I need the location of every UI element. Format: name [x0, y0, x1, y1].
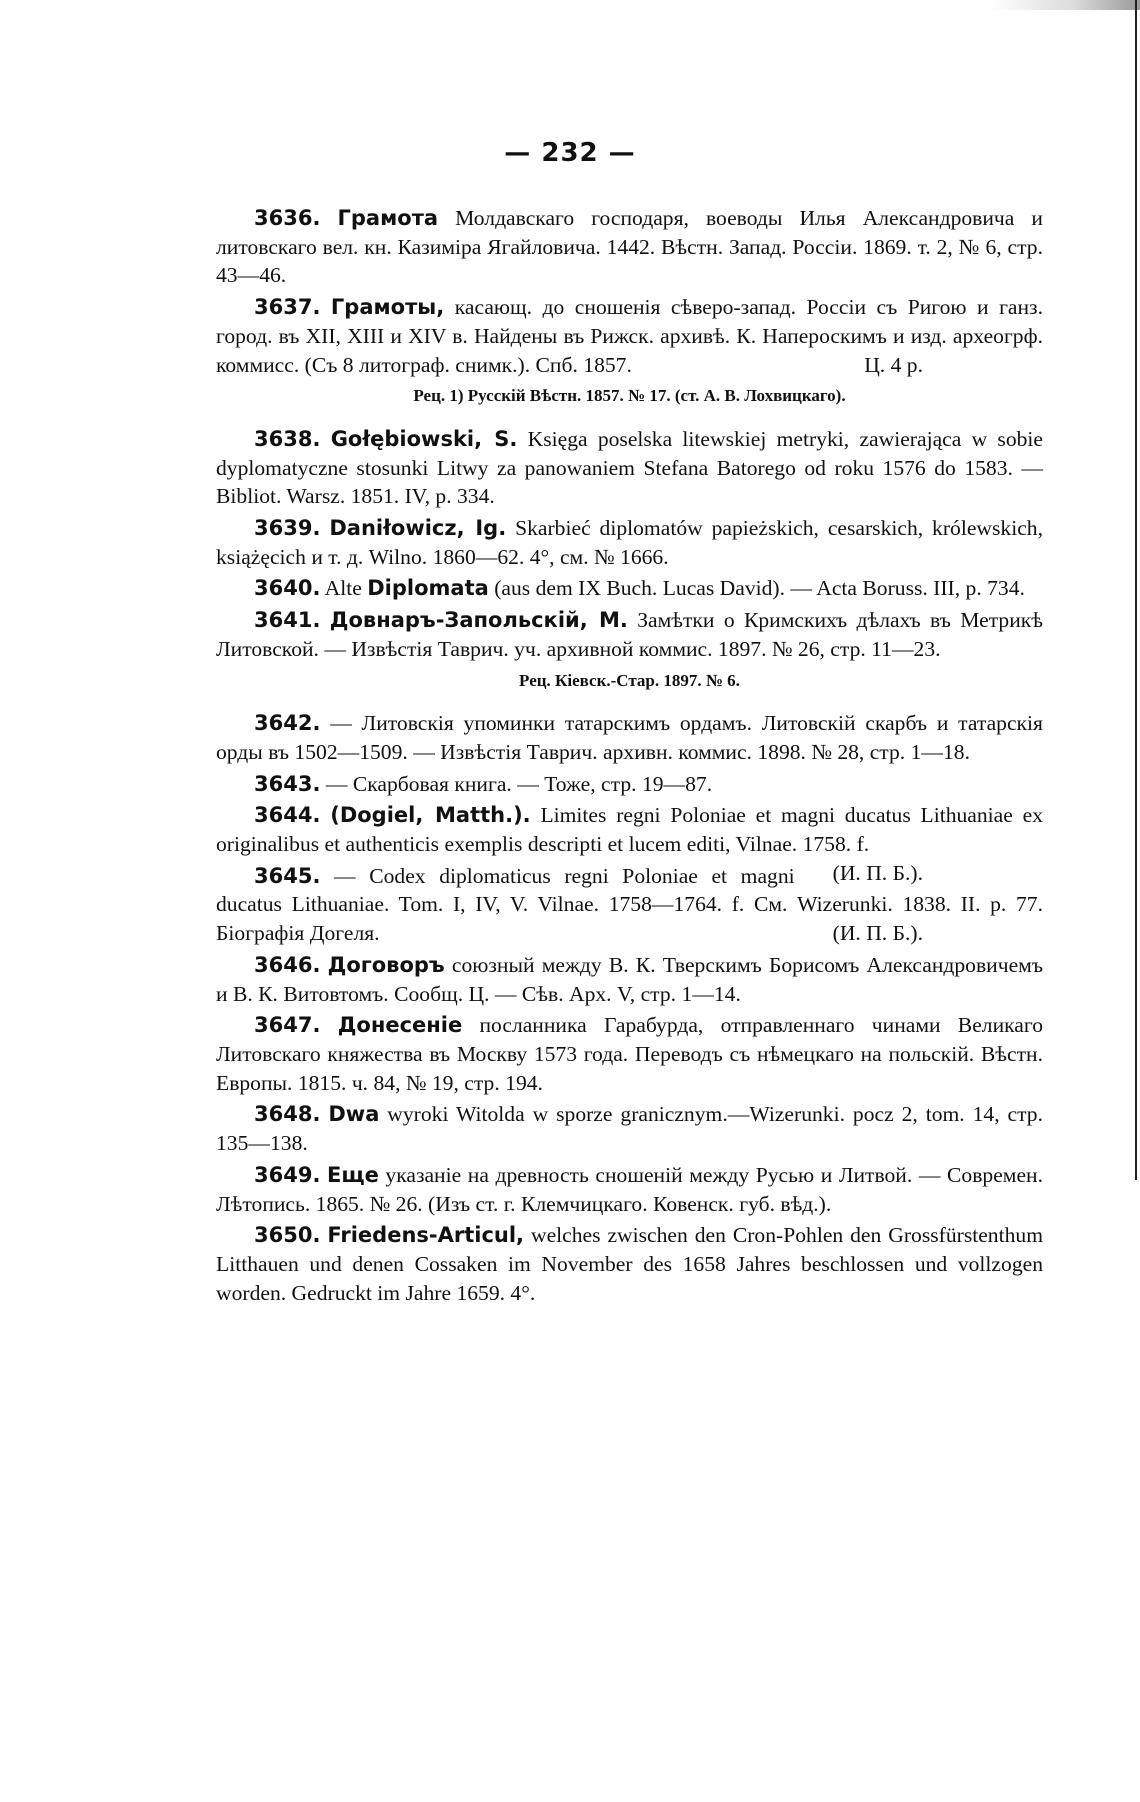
- entry-review: Рец. Кіевск.-Стар. 1897. № 6.: [519, 670, 740, 690]
- entry-3636: [216, 204, 1043, 290]
- entry-number: 3637.: [254, 295, 321, 320]
- entry-3648: [216, 1100, 1043, 1157]
- page-number: — 232 —: [504, 138, 636, 168]
- entry-heading: Diplomata: [367, 576, 489, 601]
- entry-text: Księga poselska litewskiej metryki, zawierająca w sobie dyplomatyczne stosunki Litwy za panowaniem Stefana Batorego od roku 1576 do 1583. — Bibliot. Warsz. 1851. IV, p. 334.: [216, 426, 1043, 509]
- entry-number: 3647.: [254, 1013, 321, 1038]
- entry-text: Замѣтки о Кримскихъ дѣлахъ въ Метрикѣ Литовской. — Извѣстія Таврич. уч. архивной коммис. 1897. № 26, стр. 11—23.: [216, 608, 1043, 661]
- entry-review: Рец. 1) Русскій Вѣстн. 1857. № 17. (ст. А. В. Лохвицкаго).: [413, 386, 846, 406]
- entry-number: 3643.: [254, 771, 321, 796]
- scan-edge-mark: [990, 0, 1140, 10]
- entry-text: (aus dem IX Buch. Lucas David). — Acta Boruss. III, p. 734.: [488, 576, 1025, 601]
- entry-number: 3649.: [254, 1162, 321, 1187]
- entry-heading: Еще: [327, 1162, 379, 1187]
- entry-source-mark: (И. П. Б.).: [832, 860, 923, 885]
- entry-text: указаніе на древность сношеній между Русью и Литвой. — Современ. Лѣтопись. 1865. № 26. (Изъ ст. г. Клемчицкаго. Ковенск. губ. вѣд.).: [216, 1162, 1043, 1216]
- entry-text: Limites regni Poloniae et magni ducatus Lithuaniae ex originalibus et authenticis exemplis descripti et lucem editi, Vilnae. 1758. f.: [216, 803, 1043, 857]
- entry-heading: Dwa: [328, 1102, 380, 1127]
- entry-heading: (Dogiel, Matth.).: [330, 803, 531, 828]
- entry-number: 3650.: [254, 1223, 321, 1248]
- entry-heading: Gołębiowski, S.: [330, 426, 518, 451]
- entry-3650: [216, 1221, 1043, 1307]
- entry-number: 3644.: [254, 803, 321, 828]
- entry-text: welches zwischen den Cron-Pohlen den Grossfürstenthum Litthauen und denen Cossaken im November des 1658 Jahres beschlossen und vollzogen worden. Gedruckt im Jahre 1659. 4°.: [216, 1223, 1043, 1305]
- entry-3649: [216, 1161, 1043, 1218]
- entry-price: Ц. 4 р.: [864, 352, 923, 377]
- entry-text: Skarbieć diplomatów papieżskich, cesarskich, królewskich, książęcich и т. д. Wilno. 1860—62. 4°, см. № 1666.: [216, 516, 1043, 569]
- entry-text: союзный между В. К. Тверскимъ Борисомъ Александровичемъ и В. К. Витовтомъ. Сообщ. Ц. — Сѣв. Арх. V, стр. 1—14.: [216, 952, 1044, 1006]
- entry-text: — Скарбовая книга. — Тоже, стр. 19—87.: [320, 771, 713, 796]
- entry-3646: [216, 951, 1043, 1008]
- entry-3638: [216, 425, 1043, 511]
- entry-3640: [216, 574, 1043, 603]
- entry-3637: [216, 293, 1043, 379]
- entry-number: 3642.: [254, 711, 321, 736]
- entry-number: 3636.: [254, 206, 321, 230]
- entry-text: — Codex diplomaticus regni Poloniae et magni ducatus Lithuaniae. Tom. I, IV, V. Vilnae. 1758—1764. f. См. Wizerunki. 1838. II. p. 77. Біографія Догеля.: [216, 863, 1043, 946]
- entry-source-mark: (И. П. Б.).: [832, 921, 923, 946]
- entry-heading: Грамота: [337, 206, 439, 230]
- entry-heading: Договоръ: [327, 952, 445, 977]
- entry-3639: [216, 514, 1043, 571]
- entry-3641: [216, 606, 1043, 663]
- entry-text: wyroki Witolda w sporze granicznym.—Wizerunki. pocz 2, tom. 14, стр. 135—138.: [216, 1102, 1043, 1156]
- entry-text: — Литовскія упоминки татарскимъ ордамъ. Литовскій скарбъ и татарскія орды въ 1502—1509. — Извѣстія Таврич. архивн. коммис. 1898. № 28, стр. 1—18.: [216, 711, 1043, 764]
- entry-number: 3646.: [254, 952, 321, 977]
- entry-heading: Донесеніе: [337, 1013, 463, 1038]
- entry-number: 3648.: [254, 1102, 321, 1127]
- entry-3643: [216, 770, 1043, 799]
- entry-heading: Friedens-Articul,: [327, 1223, 525, 1248]
- scan-edge-line: [1135, 0, 1137, 1180]
- entry-heading: Daniłowicz, Ig.: [329, 516, 507, 541]
- entry-number: 3638.: [254, 426, 321, 451]
- entry-number: 3640.: [254, 576, 321, 601]
- entry-heading: Довнаръ-Запольскій, М.: [329, 608, 628, 633]
- entry-3642: [216, 709, 1043, 766]
- entry-number: 3639.: [254, 516, 321, 541]
- bibliography-list: [216, 204, 1043, 1310]
- entry-prefix: Alte: [320, 576, 368, 601]
- entry-3647: [216, 1011, 1043, 1097]
- entry-text: Молдавскаго господаря, воеводы Илья Александровича и литовскаго вел. кн. Казиміра Ягайловича. 1442. Вѣстн. Запад. Россіи. 1869. т. 2, № 6, стр. 43—46.: [216, 206, 1043, 288]
- entry-text: касающ. до сношенія сѣверо-запад. Россіи съ Ригою и ганз. город. въ XII, XIII и XIV в. Найдены въ Рижск. архивѣ. К. Напероскимъ и изд. археогрф. коммисс. (Съ 8 литограф. снимк.). Спб. 1857.: [216, 295, 1043, 377]
- entry-text: посланника Гарабурда, отправленнаго чинами Великаго Литовскаго княжества въ Москву 1573 года. Переводъ съ нѣмецкаго на польскій. Вѣстн. Европы. 1815. ч. 84, № 19, стр. 194.: [216, 1013, 1043, 1095]
- entry-number: 3645.: [254, 863, 321, 888]
- entry-number: 3641.: [254, 608, 321, 633]
- entry-heading: Грамоты,: [330, 295, 445, 320]
